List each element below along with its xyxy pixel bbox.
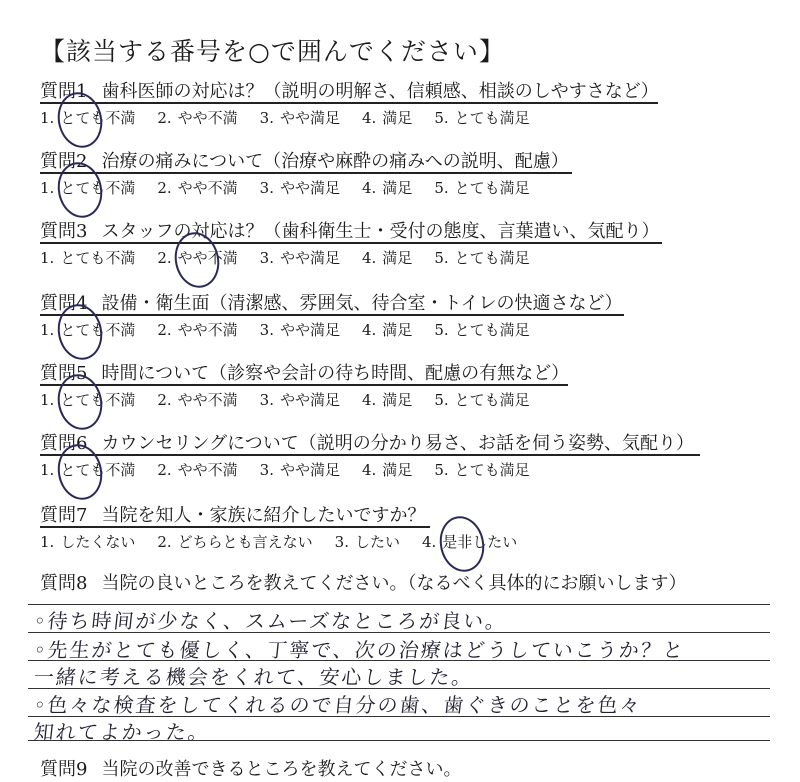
option-number: 2. — [157, 249, 172, 267]
option-number: 2. — [157, 461, 172, 479]
option-number: 4. — [361, 391, 377, 409]
answer-option[interactable] — [434, 248, 529, 268]
question-3 — [40, 220, 780, 268]
option-label: とても満足 — [454, 249, 530, 267]
answer-option[interactable] — [260, 248, 340, 268]
answer-option[interactable] — [40, 460, 135, 480]
answer-option[interactable] — [157, 390, 237, 410]
option-number: 1. — [40, 461, 55, 479]
answer-option[interactable] — [157, 248, 237, 268]
answer-option[interactable] — [434, 390, 529, 410]
handwritten-answer-line: 知れてよかった。 — [32, 720, 212, 744]
answer-option[interactable] — [40, 178, 135, 198]
option-number: 1. — [40, 321, 55, 339]
option-number: 5. — [434, 179, 449, 197]
question-8 — [40, 572, 780, 596]
option-label: 満足 — [382, 461, 413, 479]
question-number: 質問5 — [40, 363, 88, 384]
handwritten-answer-line: ◦待ち時间が少なく、スムーズなところが良い。 — [32, 609, 509, 633]
question-9 — [40, 758, 780, 782]
option-number: 2. — [157, 179, 172, 197]
question-underline — [40, 172, 572, 174]
option-number: 4. — [361, 179, 377, 197]
option-label: とても満足 — [454, 321, 530, 339]
question-1 — [40, 80, 780, 128]
option-number: 4. — [421, 533, 437, 551]
answer-option[interactable] — [40, 320, 135, 340]
option-label: やや満足 — [279, 179, 340, 197]
option-label: とても不満 — [60, 179, 136, 197]
option-number: 5. — [434, 249, 449, 267]
option-label: 満足 — [382, 321, 413, 339]
option-number: 3. — [259, 109, 274, 127]
answer-option[interactable] — [157, 108, 237, 128]
option-label: やや満足 — [279, 461, 340, 479]
option-label: とても満足 — [454, 461, 530, 479]
question-text: 当院の改善できるところを教えてください。 — [101, 759, 462, 780]
option-number: 4. — [361, 461, 377, 479]
option-number: 1. — [40, 533, 55, 551]
question-number: 質問2 — [40, 151, 88, 172]
answer-option[interactable] — [157, 178, 237, 198]
question-text: スタッフの対応は？（歯科衛生士・受付の態度、言葉遣い、気配り） — [101, 221, 660, 242]
option-label: とても不満 — [60, 249, 136, 267]
answer-option[interactable] — [335, 532, 400, 552]
question-4 — [40, 292, 780, 340]
answer-option[interactable] — [40, 248, 135, 268]
answer-option[interactable] — [157, 320, 237, 340]
option-label: とても満足 — [454, 179, 530, 197]
question-underline — [40, 242, 662, 244]
question-underline — [40, 526, 430, 528]
option-number: 2. — [157, 321, 172, 339]
option-number: 5. — [434, 109, 449, 127]
question-2 — [40, 150, 780, 198]
answer-options — [40, 460, 780, 480]
question-text: 当院の良いところを教えてください。（なるべく具体的にお願いします） — [101, 573, 687, 594]
answer-option[interactable] — [422, 532, 517, 552]
option-number: 3. — [259, 461, 274, 479]
answer-option[interactable] — [434, 320, 529, 340]
option-label: 満足 — [382, 249, 413, 267]
option-number: 3. — [259, 391, 274, 409]
question-5 — [40, 362, 780, 410]
option-label: やや不満 — [177, 461, 238, 479]
answer-option[interactable] — [434, 178, 529, 198]
answer-area[interactable] — [28, 600, 770, 742]
answer-option[interactable] — [362, 178, 412, 198]
option-number: 3. — [259, 249, 274, 267]
question-underline — [40, 384, 568, 386]
option-label: とても不満 — [60, 461, 136, 479]
form-title: 【該当する番号を○で囲んでください】 — [40, 37, 505, 66]
answer-options — [40, 248, 780, 268]
handwritten-answer-line: 一緒に考える機会をくれて、安心しました。 — [32, 665, 475, 689]
answer-options — [40, 178, 780, 198]
option-label: どちらとも言えない — [177, 533, 313, 551]
answer-option[interactable] — [362, 460, 412, 480]
option-number: 2. — [157, 109, 172, 127]
question-text: 歯科医師の対応は？（説明の明解さ、信頼感、相談のしやすさなど） — [101, 81, 659, 102]
question-number: 質問8 — [40, 573, 88, 594]
option-number: 2. — [157, 533, 172, 551]
answer-options — [40, 108, 780, 128]
option-label: やや不満 — [177, 321, 238, 339]
option-label: 満足 — [382, 391, 413, 409]
option-number: 5. — [434, 321, 449, 339]
option-label: 満足 — [382, 109, 413, 127]
option-label: やや不満 — [177, 179, 238, 197]
option-label: やや満足 — [279, 249, 340, 267]
handwritten-answer-line: ◦色々な検査をしてくれるので自分の歯、歯ぐきのことを色々 — [32, 693, 643, 717]
question-text: カウンセリングについて（説明の分かり易さ、お話を伺う姿勢、気配り） — [101, 433, 695, 454]
option-label: とても不満 — [60, 321, 136, 339]
option-number: 4. — [361, 109, 377, 127]
question-7 — [40, 504, 780, 552]
answer-option[interactable] — [260, 178, 340, 198]
option-number: 1. — [40, 249, 55, 267]
option-number: 1. — [40, 391, 55, 409]
question-text: 時間について（診察や会計の待ち時間、配慮の有無など） — [101, 363, 570, 384]
option-label: 是非したい — [442, 533, 518, 551]
question-number: 質問4 — [40, 293, 88, 314]
option-label: とても満足 — [454, 391, 530, 409]
option-label: したくない — [60, 533, 136, 551]
question-number: 質問1 — [40, 81, 88, 102]
option-number: 1. — [40, 179, 55, 197]
option-number: 2. — [157, 391, 172, 409]
answer-options — [40, 320, 780, 340]
question-text: 当院を知人・家族に紹介したいですか？ — [101, 505, 426, 526]
option-label: やや不満 — [177, 391, 238, 409]
option-label: やや満足 — [279, 391, 340, 409]
option-label: したい — [354, 533, 400, 551]
answer-option[interactable] — [362, 390, 412, 410]
answer-option[interactable] — [40, 390, 135, 410]
option-label: とても不満 — [60, 391, 136, 409]
answer-options — [40, 532, 780, 552]
option-label: やや不満 — [177, 109, 238, 127]
answer-option[interactable] — [362, 320, 412, 340]
answer-options — [40, 390, 780, 410]
answer-option[interactable] — [157, 532, 312, 552]
question-number: 質問7 — [40, 505, 88, 526]
question-6 — [40, 432, 780, 480]
answer-option[interactable] — [260, 320, 340, 340]
option-label: やや満足 — [279, 109, 340, 127]
answer-option[interactable] — [434, 108, 529, 128]
question-underline — [40, 314, 624, 316]
answer-option[interactable] — [40, 532, 135, 552]
question-number: 質問3 — [40, 221, 88, 242]
answer-option[interactable] — [362, 248, 412, 268]
answer-option[interactable] — [260, 390, 340, 410]
question-number: 質問6 — [40, 433, 88, 454]
answer-option[interactable] — [157, 460, 237, 480]
option-number: 4. — [361, 321, 377, 339]
answer-option[interactable] — [362, 108, 412, 128]
handwritten-answer-line: ◦先生がとても優しく、丁寧で、次の治療はどうしていこうか？と — [32, 638, 687, 662]
option-label: やや満足 — [279, 321, 340, 339]
answer-option[interactable] — [434, 460, 529, 480]
option-number: 5. — [434, 391, 449, 409]
answer-option[interactable] — [40, 108, 135, 128]
option-label: 満足 — [382, 179, 413, 197]
option-label: とても不満 — [60, 109, 136, 127]
question-text: 治療の痛みについて（治療や麻酔の痛みへの説明、配慮） — [101, 151, 569, 172]
option-number: 3. — [259, 321, 274, 339]
option-number: 5. — [434, 461, 449, 479]
question-number: 質問9 — [40, 759, 88, 780]
option-label: やや不満 — [177, 249, 238, 267]
question-underline — [40, 102, 658, 104]
question-underline — [40, 454, 700, 456]
option-label: とても満足 — [454, 109, 530, 127]
option-number: 4. — [361, 249, 377, 267]
answer-option[interactable] — [260, 460, 340, 480]
option-number: 1. — [40, 109, 55, 127]
answer-option[interactable] — [260, 108, 340, 128]
question-text: 設備・衛生面（清潔感、雰囲気、待合室・トイレの快適さなど） — [101, 293, 623, 314]
option-number: 3. — [259, 179, 274, 197]
option-number: 3. — [334, 533, 349, 551]
